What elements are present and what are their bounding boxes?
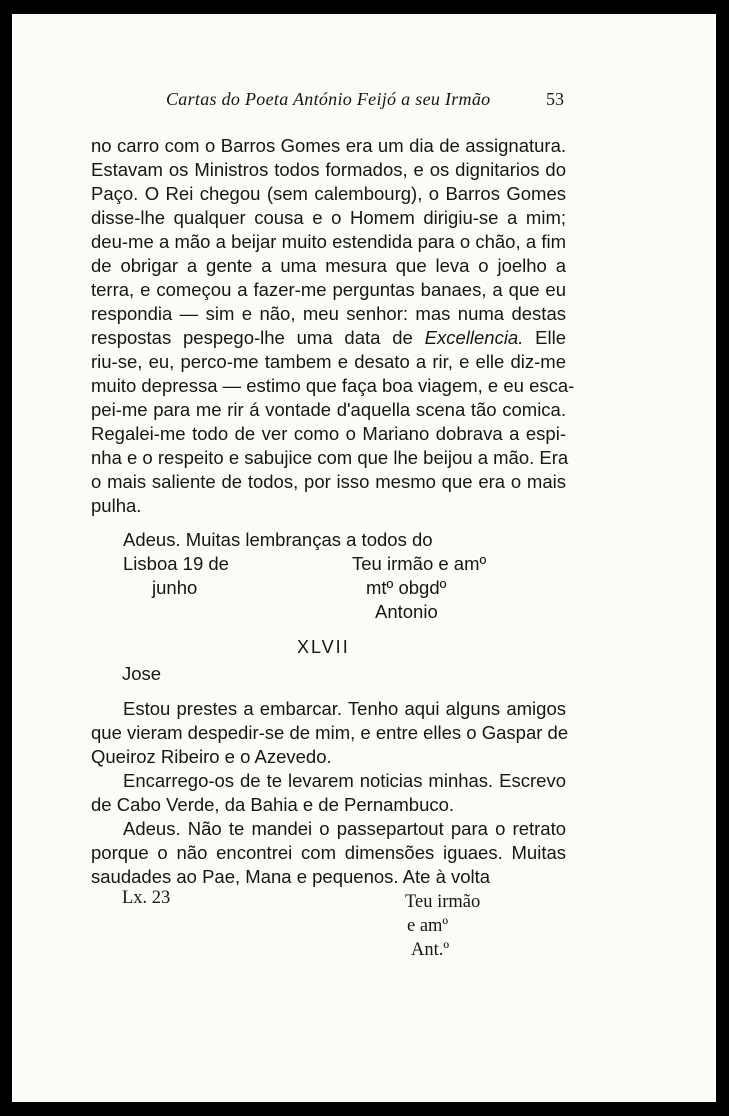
text-line: no carro com o Barros Gomes era um dia de assignatura. (91, 135, 566, 156)
text-segment: Elle (535, 327, 567, 348)
text-line: muito depressa — estimo que faça boa viagem, e eu esca- (91, 375, 575, 396)
letter-number-heading: XLVII (297, 637, 350, 657)
signature: Antonio (375, 601, 438, 622)
book-page (12, 14, 716, 1102)
text-line: pulha. (91, 495, 142, 516)
place-date: Lisboa 19 de (123, 553, 229, 574)
text-line: Encarrego-os de te levarem noticias minhas. Escrevo (123, 770, 566, 791)
text-line: porque o não encontrei com dimensões iguaes. Muitas (91, 842, 566, 863)
text-line: de Cabo Verde, da Bahia e de Pernambuco. (91, 794, 455, 815)
text-segment: respostas pespego-lhe uma data de (91, 327, 413, 348)
signoff: Teu irmão (405, 892, 481, 912)
text-line: Queiroz Ribeiro e o Azevedo. (91, 746, 332, 767)
text-line: Estavam os Ministros todos formados, e os dignitarios do (91, 159, 566, 180)
text-line: Adeus. Não te mandei o passepartout para o retrato (123, 818, 566, 839)
text-line: que vieram despedir-se de mim, e entre elles o Gaspar de (91, 722, 569, 743)
text-line: Regalei-me todo de ver como o Mariano dobrava a espi- (91, 423, 566, 444)
signoff: mtº obgdº (366, 577, 447, 598)
signature: Ant.º (411, 940, 450, 960)
running-title: Cartas do Poeta António Feijó a seu Irmão (166, 89, 491, 109)
salutation: Jose (122, 663, 162, 684)
place-date: Lx. 23 (122, 888, 171, 908)
closing-line: Adeus. Muitas lembranças a todos do (123, 529, 433, 550)
text-line: Paço. O Rei chegou (sem calembourg), o Barros Gomes (91, 183, 566, 204)
text-line: disse-lhe qualquer cousa e o Homem dirigiu-se a mim; (91, 207, 566, 228)
text-line: saudades ao Pae, Mana e pequenos. Ate à volta (91, 866, 491, 887)
text-line: deu-me a mão a beijar muito estendida para o chão, a fim (91, 231, 566, 252)
text-line: riu-se, eu, perco-me tambem e desato a rir, e elle diz-me (91, 351, 566, 372)
text-line: o mais saliente de todos, por isso mesmo que era o mais (91, 471, 566, 492)
text-line: respondia — sim e não, meu senhor: mas numa destas (91, 303, 566, 324)
place-date: junho (152, 577, 198, 598)
text-line: Estou prestes a embarcar. Tenho aqui alguns amigos (123, 698, 566, 719)
text-line (91, 326, 566, 350)
text-line: terra, e começou a fazer-me perguntas banaes, a que eu (91, 279, 566, 300)
italic-word: Excellencia. (424, 327, 524, 348)
text-line: pei-me para me rir á vontade d'aquella scena tão comica. (91, 399, 566, 420)
page-number: 53 (546, 89, 564, 109)
text-line: nha e o respeito e sabujice com que lhe beijou a mão. Era (91, 447, 569, 468)
signoff: Teu irmão e amº (352, 553, 487, 574)
text-line: de obrigar a gente a uma mesura que leva o joelho a (91, 255, 566, 276)
signoff: e amº (407, 916, 449, 936)
